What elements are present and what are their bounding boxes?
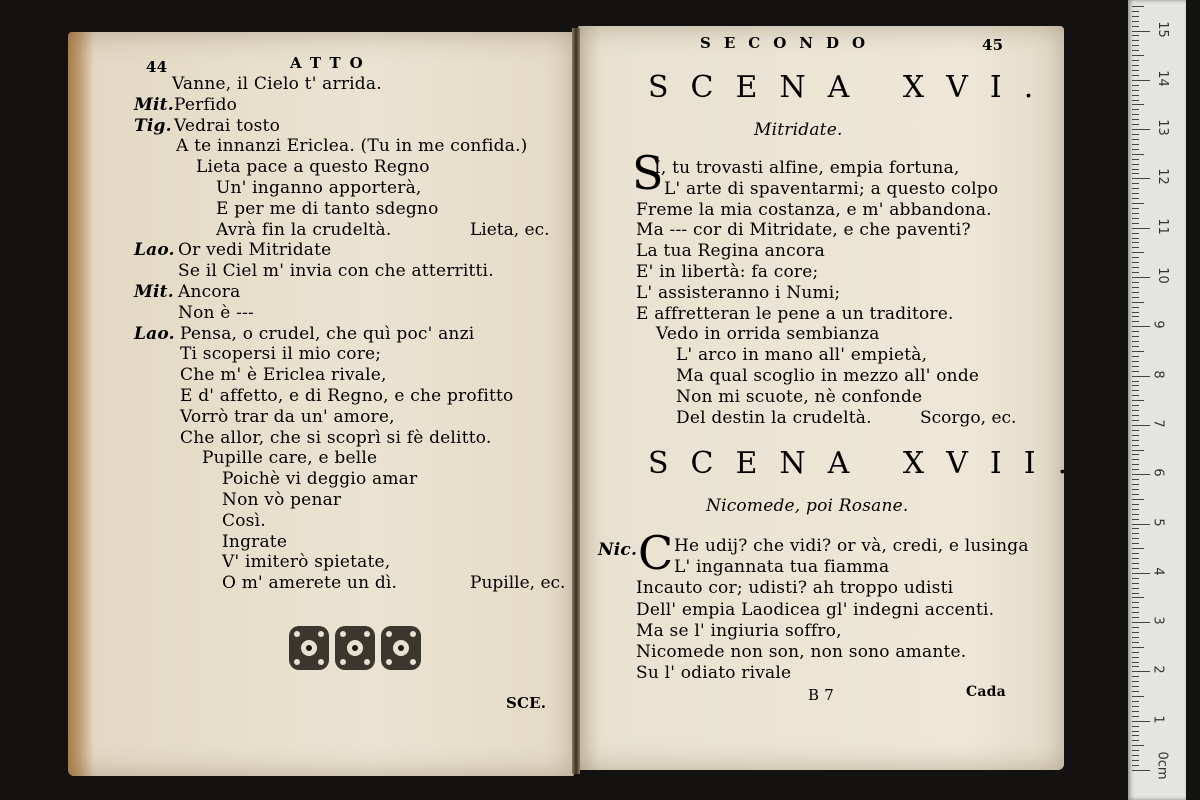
scene-17-drop-cap: C <box>638 526 674 580</box>
ruler-tick <box>1132 662 1139 663</box>
ruler-tick <box>1132 716 1139 717</box>
ruler-tick <box>1132 366 1139 367</box>
ruler-tick <box>1132 701 1139 702</box>
ruler-tick <box>1132 16 1139 17</box>
ruler-tick <box>1132 464 1139 465</box>
ruler-tick <box>1132 257 1139 258</box>
ruler-tick <box>1132 474 1150 475</box>
ruler-tick <box>1132 400 1144 401</box>
ruler-tick <box>1132 440 1139 441</box>
ruler-tick <box>1132 80 1150 81</box>
ruler-tick <box>1132 247 1139 248</box>
ruler-tick <box>1132 316 1139 317</box>
ruler-tick <box>1132 597 1144 598</box>
ruler-tick <box>1132 445 1139 446</box>
verse-line: Freme la mia costanza, e m' abbandona. <box>636 199 992 220</box>
ruler-tick <box>1132 666 1139 667</box>
ruler-tick <box>1132 706 1139 707</box>
ruler-tick <box>1132 95 1139 96</box>
ruler-tick <box>1132 578 1139 579</box>
speaker-label: Lao. <box>134 323 175 344</box>
ruler-tick <box>1132 454 1139 455</box>
ruler-tick <box>1132 671 1150 672</box>
verse-line: Vedo in orrida sembianza <box>656 324 880 345</box>
ruler-tick <box>1132 459 1139 460</box>
verse-line: Su l' odiato rivale <box>636 663 792 684</box>
ruler-tick <box>1132 617 1139 618</box>
ruler-tick <box>1132 538 1139 539</box>
ruler-tick <box>1132 528 1139 529</box>
speaker-label: Mit. <box>134 282 174 302</box>
ruler-tick <box>1132 721 1150 722</box>
verse-line: Incauto cor; udisti? ah troppo udisti <box>636 578 954 599</box>
ruler-tick <box>1132 193 1139 194</box>
verse-line: Ti scopersi il mio core; <box>180 344 382 365</box>
ruler-number: 13 <box>1154 119 1170 136</box>
ruler-tick <box>1132 583 1139 584</box>
ruler-tick <box>1132 297 1139 298</box>
verse-line: Avrà fin la crudeltà. <box>216 219 392 240</box>
ruler-tick <box>1132 558 1139 559</box>
ruler-tick <box>1132 129 1150 130</box>
ruler-tick <box>1132 405 1139 406</box>
ruler-tick <box>1132 356 1139 357</box>
verse-line: Pupille care, e belle <box>202 448 378 469</box>
ruler-tick <box>1132 26 1139 27</box>
ruler-tick <box>1132 124 1139 125</box>
verse-line: Poichè vi deggio amar <box>222 469 418 490</box>
ruler-tick <box>1132 228 1150 229</box>
ruler-tick <box>1132 430 1139 431</box>
ruler-tick <box>1132 35 1139 36</box>
verse-line: Vorrò trar da un' amore, <box>180 406 395 427</box>
verse-line: Un' inganno apporterà, <box>216 178 422 198</box>
verse-line: V' imiterò spietate, <box>222 552 391 573</box>
ruler-tick <box>1132 489 1139 490</box>
ruler-tick <box>1132 100 1139 101</box>
ruler-tick <box>1132 351 1144 352</box>
ruler-number: 10 <box>1154 267 1170 284</box>
ruler-tick <box>1132 169 1139 170</box>
right-catchword: Cada <box>966 684 1006 700</box>
ruler-tick <box>1132 50 1139 51</box>
ruler-tick <box>1132 568 1139 569</box>
verse-line: Ma se l' ingiuria soffro, <box>636 620 842 641</box>
verse-line: L' assisteranno i Numi; <box>636 282 841 303</box>
ruler-tick <box>1132 681 1139 682</box>
ruler-tick <box>1132 376 1150 377</box>
ruler-tick <box>1132 642 1139 643</box>
ruler-number: 9 <box>1150 320 1166 329</box>
ruler-tick <box>1132 563 1139 564</box>
ruler-tick <box>1132 287 1139 288</box>
ruler-tick <box>1132 691 1139 692</box>
ruler-unit-label: 0cm <box>1154 751 1170 780</box>
ruler-tick <box>1132 607 1139 608</box>
ruler-tick <box>1132 415 1139 416</box>
ruler-tick <box>1132 277 1150 278</box>
verse-line: E affretteran le pene a un traditore. <box>636 303 954 324</box>
ruler-tick <box>1132 70 1139 71</box>
verse-line: La tua Regina ancora <box>636 241 825 262</box>
ruler-tick <box>1132 233 1139 234</box>
ruler-tick <box>1132 90 1139 91</box>
ruler-tick <box>1132 533 1139 534</box>
ruler-tick <box>1132 760 1139 761</box>
ruler-tick <box>1132 519 1139 520</box>
ruler-tick <box>1132 647 1144 648</box>
ruler-tick <box>1132 331 1139 332</box>
right-page-number: 45 <box>982 36 1004 54</box>
ruler-tick <box>1132 119 1139 120</box>
scene-16-drop-cap: S <box>632 146 664 200</box>
ruler-tick <box>1132 504 1139 505</box>
ruler-tick <box>1132 55 1144 56</box>
ruler-tick <box>1132 45 1139 46</box>
ruler-tick <box>1132 499 1144 500</box>
ruler-tick <box>1132 420 1139 421</box>
ruler-tick <box>1132 553 1139 554</box>
ruler-tick <box>1132 361 1139 362</box>
left-page-number: 44 <box>146 58 168 76</box>
ruler-tick <box>1132 154 1144 155</box>
ruler-tick <box>1132 282 1139 283</box>
verse-line: Ma qual scoglio in mezzo all' onde <box>676 366 980 386</box>
ruler-tick <box>1132 40 1139 41</box>
ruler-tick <box>1132 484 1139 485</box>
ruler-tick <box>1132 740 1139 741</box>
ruler-tick <box>1132 711 1139 712</box>
ruler-tick <box>1132 346 1139 347</box>
ruler-tick <box>1132 6 1144 7</box>
ruler-number: 12 <box>1154 168 1170 186</box>
ruler-tick <box>1132 11 1139 12</box>
verse-line: Non vò penar <box>222 490 342 510</box>
verse-line: Ma --- cor di Mitridate, e che paventi? <box>636 220 971 241</box>
ruler-tick <box>1132 573 1150 574</box>
scene-17-speaker: Nic. <box>598 540 638 560</box>
scene-17-title: SCENA XVII. <box>648 446 1090 481</box>
ruler-tick <box>1132 686 1139 687</box>
ruler-tick <box>1132 159 1139 160</box>
ruler-tick <box>1132 85 1139 86</box>
ruler-tick <box>1132 548 1144 549</box>
ruler-tick <box>1132 144 1139 145</box>
ruler-tick <box>1132 726 1139 727</box>
ruler-tick <box>1132 632 1139 633</box>
ruler-number: 11 <box>1154 217 1170 235</box>
ruler-tick <box>1132 31 1150 32</box>
ruler-tick <box>1132 750 1139 751</box>
ruler-tick <box>1132 242 1139 243</box>
verse-line: O m' amerete un dì. <box>222 573 398 594</box>
ruler-tick <box>1132 223 1139 224</box>
ruler-tick <box>1132 75 1139 76</box>
speaker-label: Tig. <box>134 115 172 136</box>
ruler-tick <box>1132 731 1139 732</box>
ruler-tick <box>1132 745 1144 746</box>
verse-line: Non è --- <box>178 302 254 323</box>
scene-16-title: SCENA XVI. <box>648 70 1056 105</box>
verse-line: Che m' è Ericlea rivale, <box>180 365 387 386</box>
ruler-tick <box>1132 302 1144 303</box>
ruler-number: 4 <box>1150 567 1166 576</box>
speaker-label: Lao. <box>134 240 175 261</box>
ruler-tick <box>1132 637 1139 638</box>
ruler-tick <box>1132 593 1139 594</box>
verse-line: Perfido <box>174 94 238 115</box>
ruler-tick <box>1132 425 1150 426</box>
ruler-tick <box>1132 336 1139 337</box>
ruler-number: 1 <box>1150 715 1166 724</box>
ruler-tick <box>1132 60 1139 61</box>
ruler-tick <box>1132 307 1139 308</box>
verse-line: Così. <box>222 510 266 531</box>
ruler-tick <box>1132 602 1139 603</box>
ruler-number: 3 <box>1150 616 1166 625</box>
verse-line: Pensa, o crudel, che quì poc' anzi <box>180 323 475 344</box>
ruler-tick <box>1132 218 1139 219</box>
verse-line: Lieta pace a questo Regno <box>196 157 430 178</box>
verse-line: Ingrate <box>222 531 288 552</box>
ruler-tick <box>1132 164 1139 165</box>
ruler-tick <box>1132 203 1144 204</box>
ruler-tick <box>1132 326 1150 327</box>
ruler-tick <box>1132 509 1139 510</box>
verse-line: Nicomede non son, non sono amante. <box>636 642 967 662</box>
ruler-number: 2 <box>1150 665 1166 675</box>
ruler-tick <box>1132 696 1144 697</box>
ruler-tick <box>1132 770 1150 771</box>
right-running-header: SECONDO <box>700 34 879 52</box>
ruler-tick <box>1132 65 1139 66</box>
ruler-tick <box>1132 450 1144 451</box>
ruler-tick <box>1132 479 1139 480</box>
ruler-number: 6 <box>1150 468 1166 477</box>
ruler-number: 8 <box>1150 369 1166 379</box>
ruler-tick <box>1132 139 1139 140</box>
ruler-tick <box>1132 494 1139 495</box>
ruler-tick <box>1132 652 1139 653</box>
ruler-tick <box>1132 267 1139 268</box>
verse-line: L' arco in mano all' empietà, <box>676 345 928 366</box>
ruler-tick <box>1132 514 1139 515</box>
ruler-tick <box>1132 272 1139 273</box>
verse-line: A te innanzi Ericlea. (Tu in me confida.) <box>176 136 528 157</box>
ruler-number: 7 <box>1150 419 1166 428</box>
ruler-tick <box>1132 676 1139 677</box>
scene-17-character: Nicomede, poi Rosane. <box>706 496 909 516</box>
ruler-tick <box>1132 588 1139 589</box>
ruler-tick <box>1132 238 1139 239</box>
ruler-number: 5 <box>1150 517 1166 527</box>
ruler-tick <box>1132 188 1139 189</box>
ruler-tick <box>1132 104 1144 105</box>
ruler-tick <box>1132 657 1139 658</box>
verse-line: Non mi scuote, nè confonde <box>676 386 923 407</box>
aria-cue: Pupille, ec. <box>470 573 566 594</box>
ruler-tick <box>1132 134 1139 135</box>
ruler-number: 14 <box>1154 70 1170 87</box>
ruler-tick <box>1132 612 1139 613</box>
printer-ornament <box>285 620 425 676</box>
verse-line: He udij? che vidi? or và, credi, e lusinga <box>674 536 1029 556</box>
ruler-tick <box>1132 543 1139 544</box>
ruler-tick <box>1132 292 1139 293</box>
verse-line: Ancora <box>178 282 241 302</box>
ruler-tick <box>1132 213 1139 214</box>
verse-line: Vedrai tosto <box>174 115 281 136</box>
ruler-tick <box>1132 410 1139 411</box>
ruler-tick <box>1132 390 1139 391</box>
ruler-tick <box>1132 178 1150 179</box>
book-gutter <box>572 28 580 774</box>
ruler-tick <box>1132 765 1139 766</box>
left-running-header: ATTO <box>290 54 372 72</box>
ruler-tick <box>1132 371 1139 372</box>
ruler-tick <box>1132 21 1139 22</box>
verse-line: E' in libertà: fa core; <box>636 262 819 282</box>
ruler-tick <box>1132 622 1150 623</box>
verse-line: E d' affetto, e di Regno, e che profitto <box>180 386 514 406</box>
verse-line: Dell' empia Laodicea gl' indegni accenti. <box>636 599 995 620</box>
verse-line: Che allor, che si scoprì si fè delitto. <box>180 427 492 448</box>
verse-line: Del destin la crudeltà. <box>676 407 872 428</box>
ruler-tick <box>1132 198 1139 199</box>
ruler-tick <box>1132 435 1139 436</box>
ruler-tick <box>1132 114 1139 115</box>
ruler-tick <box>1132 524 1150 525</box>
ruler-tick <box>1132 321 1139 322</box>
ruler-tick <box>1132 385 1139 386</box>
ruler-tick <box>1132 341 1139 342</box>
ruler-tick <box>1132 262 1139 263</box>
left-catchword: SCE. <box>506 694 547 712</box>
verse-line: L' arte di spaventarmi; a questo colpo <box>664 178 999 199</box>
aria-cue: Scorgo, ec. <box>920 407 1017 428</box>
scene-16-character: Mitridate. <box>754 120 843 140</box>
speaker-label: Mit. <box>134 94 174 115</box>
ruler-tick <box>1132 208 1139 209</box>
ruler-tick <box>1132 252 1144 253</box>
ruler-tick <box>1132 735 1139 736</box>
ruler-tick <box>1132 173 1139 174</box>
measurement-ruler <box>1128 0 1186 800</box>
verse-line: E per me di tanto sdegno <box>216 198 439 219</box>
verse-line: Se il Ciel m' invia con che atterritti. <box>178 261 494 282</box>
signature-mark: B 7 <box>808 686 834 704</box>
ruler-tick <box>1132 395 1139 396</box>
ruler-tick <box>1132 755 1139 756</box>
ruler-tick <box>1132 627 1139 628</box>
ruler-tick <box>1132 312 1139 313</box>
ruler-tick <box>1132 109 1139 110</box>
verse-line: Or vedi Mitridate <box>178 240 332 261</box>
ruler-tick <box>1132 381 1139 382</box>
ruler-tick <box>1132 149 1139 150</box>
ruler-number: 15 <box>1154 20 1170 38</box>
ruler-tick <box>1132 469 1139 470</box>
verse-line: I, tu trovasti alfine, empia fortuna, <box>654 158 960 178</box>
verse-line: Vanne, il Cielo t' arrida. <box>172 74 382 94</box>
verse-line: L' ingannata tua fiamma <box>674 557 890 578</box>
aria-cue: Lieta, ec. <box>470 219 550 240</box>
ruler-tick <box>1132 183 1139 184</box>
